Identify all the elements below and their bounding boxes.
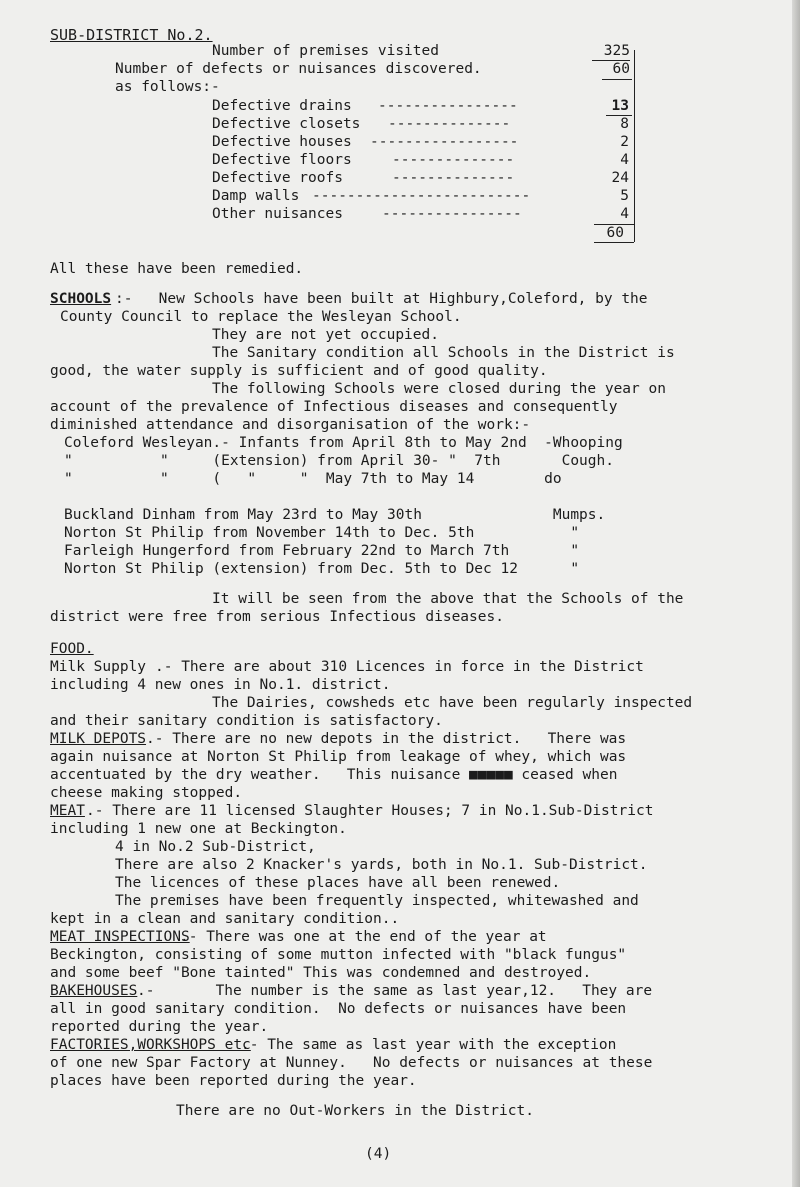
defect-item-label: Defective closets [212,116,361,132]
defect-item-label: Defective roofs [212,170,343,186]
dash-leader: ----------------- [370,134,519,150]
table-right-border [634,50,635,242]
schools-text: The Sanitary condition all Schools in the District is [212,345,675,361]
schools-text: County Council to replace the Wesleyan School. [60,309,462,325]
food-text: The licences of these places have all been renewed. [115,875,561,891]
food-text: again nuisance at Norton St Philip from leakage of whey, which was [50,749,627,765]
food-text: Beckington, consisting of some mutton infected with "black fungus" [50,947,627,963]
schools-text: They are not yet occupied. [212,327,439,343]
food-text: 4 in No.2 Sub-District, [115,839,316,855]
dash-leader: -------------- [388,116,511,132]
dash-leader: -------------- [392,170,515,186]
schools-text: account of the prevalence of Infectious diseases and consequently [50,399,618,415]
defect-item-value: 5 [620,188,629,204]
dash-leader: ------------------------- [312,188,531,204]
schools-text: It will be seen from the above that the Schools of the [212,591,684,607]
defect-item-value: 4 [620,152,629,168]
schools-text: diminished attendance and disorganisation of the work:- [50,417,531,433]
food-text: all in good sanitary condition. No defects or nuisances have been [50,1001,627,1017]
defect-item-value: 8 [620,116,629,132]
food-text: .- There was one at the end of the year at [180,929,547,945]
defect-item-label: Other nuisances [212,206,343,222]
closure-row: Buckland Dinham from May 23rd to May 30th Mumps. [64,507,606,523]
food-text: places have been reported during the year. [50,1073,417,1089]
defect-item-value: 4 [620,206,629,222]
food-text: kept in a clean and sanitary condition.. [50,911,400,927]
food-text: There are also 2 Knacker's yards, both in No.1. Sub-District. [115,857,648,873]
closure-row: " " ( " " May 7th to May 14 do [64,471,562,487]
food-text: including 1 new one at Beckington. [50,821,347,837]
dash-leader: ---------------- [382,206,522,222]
outworkers-note: There are no Out-Workers in the District. [176,1103,534,1119]
food-text: .- The same as last year with the exception [241,1037,617,1053]
schools-heading: SCHOOLS [50,291,112,307]
as-follows-label: as follows:- [115,79,220,95]
dash-leader: ---------------- [378,98,518,114]
defects-found-value: 60 [612,61,630,77]
food-text: .- There are no new depots in the district. There was [146,731,627,747]
food-text: of one new Spar Factory at Nunney. No defects or nuisances at these [50,1055,653,1071]
meat-heading: MEAT [50,803,85,819]
schools-text: district were free from serious Infectious diseases. [50,609,504,625]
defects-total: 60 [606,225,624,241]
page-edge [792,0,800,1187]
milk-depots-heading: MILK DEPOTS [50,731,147,747]
schools-text: :- New Schools have been built at Highbury,Coleford, by the [115,291,648,307]
food-text: and some beef "Bone tainted" This was condemned and destroyed. [50,965,592,981]
premises-label: Number of premises visited [212,43,439,59]
food-text: accentuated by the dry weather. This nuisance ■■■■■ ceased when [50,767,618,783]
meat-inspections-heading: MEAT INSPECTIONS [50,929,190,945]
defect-item-label: Defective floors [212,152,352,168]
defect-item-value: 24 [611,170,629,186]
closure-row: Norton St Philip from November 14th to Dec. 5th " [64,525,580,541]
food-text: The premises have been frequently inspected, whitewashed and [115,893,639,909]
defects-found-label: Number of defects or nuisances discovered. [115,61,482,77]
closure-row: Coleford Wesleyan.- Infants from April 8th to May 2nd -Whooping [64,435,623,451]
remedied-note: All these have been remedied. [50,261,304,277]
defects-found-underline [602,79,632,80]
food-heading: FOOD. [50,641,94,657]
milk-heading: Milk Supply [50,659,147,675]
food-text: .- The number is the same as last year,12. They are [137,983,653,999]
defect-item-label: Damp walls [212,188,300,204]
page-number: (4) [365,1146,392,1162]
schools-text: The following Schools were closed during the year on [212,381,666,397]
bakehouses-heading: BAKEHOUSES [50,983,138,999]
defect-item-label: Defective houses [212,134,352,150]
closure-row: Farleigh Hungerford from February 22nd to March 7th " [64,543,580,559]
schools-text: good, the water supply is sufficient and of good quality. [50,363,548,379]
defect-item-value: 13 [611,98,629,114]
food-text: including 4 new ones in No.1. district. [50,677,391,693]
food-text: reported during the year. [50,1019,269,1035]
premises-value: 325 [603,43,630,59]
defect-item-label: Defective drains [212,98,352,114]
food-text: and their sanitary condition is satisfactory. [50,713,443,729]
food-text: cheese making stopped. [50,785,243,801]
food-text: The Dairies, cowsheds etc have been regularly inspected [212,695,693,711]
dash-leader: -------------- [392,152,515,168]
defect-item-value: 2 [620,134,629,150]
food-text: .- There are 11 licensed Slaughter Houses; 7 in No.1.Sub-District [86,803,654,819]
factories-heading: FACTORIES,WORKSHOPS etc [50,1037,251,1053]
closure-row: " " (Extension) from April 30- " 7th Cough. [64,453,614,469]
food-text: .- There are about 310 Licences in force in the District [155,659,644,675]
sub-district-heading: SUB-DISTRICT No.2. [50,26,213,44]
total-rule [594,242,634,243]
closure-row: Norton St Philip (extension) from Dec. 5th to Dec 12 " [64,561,580,577]
